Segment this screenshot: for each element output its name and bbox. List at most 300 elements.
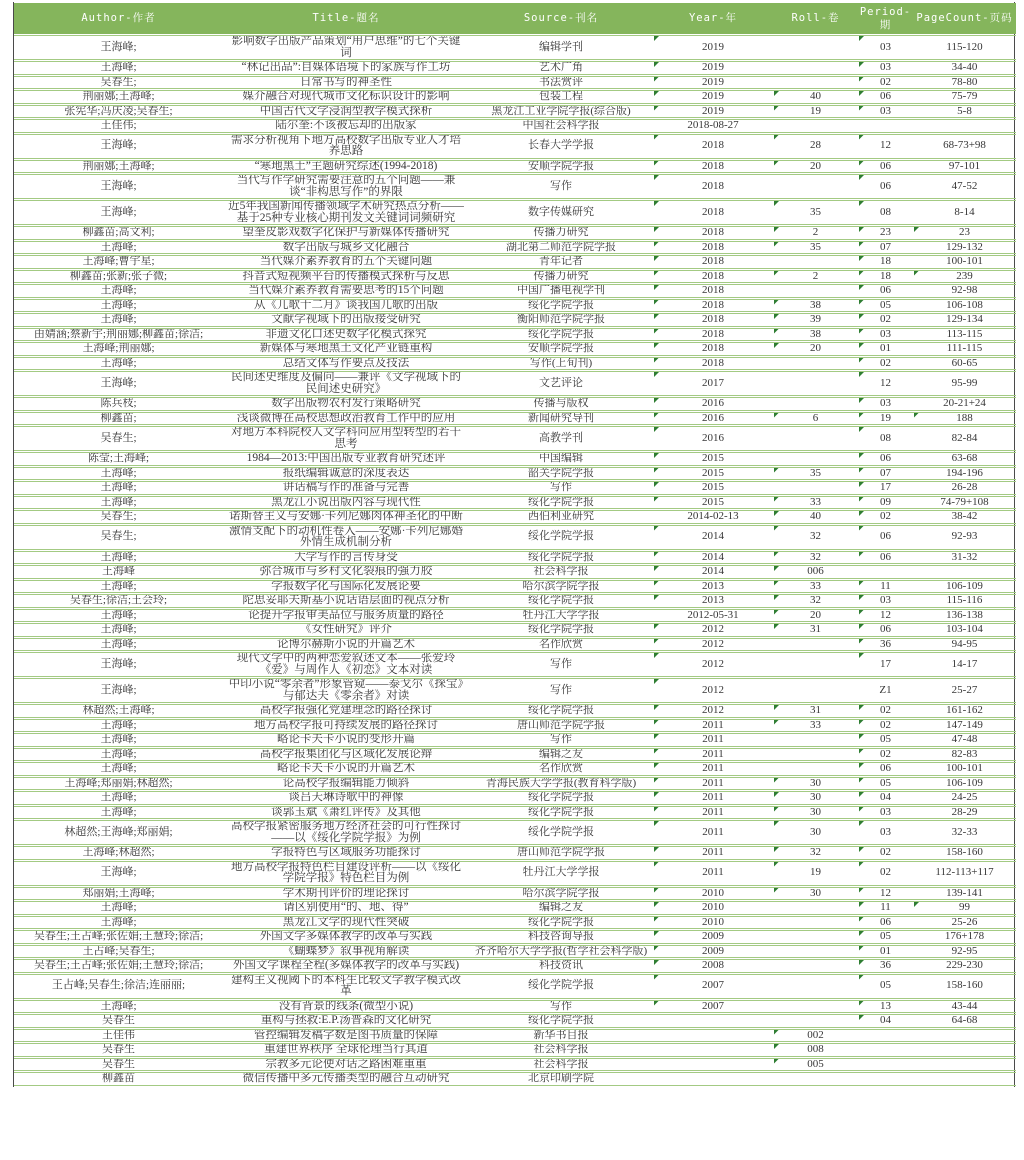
cell-pages: 60-65 <box>913 357 1016 371</box>
cell-pages: 74-79+108 <box>913 496 1016 510</box>
cell-source: 高教学刊 <box>469 426 653 451</box>
cell-author: 王海峰;曹宇星; <box>14 255 223 269</box>
cell-period: 17 <box>858 481 913 495</box>
table-row <box>14 638 1016 652</box>
cell-roll: 35 <box>773 200 858 225</box>
cell-title: 浅谈微博在高校思想政治教育工作中的应用 <box>223 412 469 426</box>
table-row <box>14 704 1016 718</box>
cell-flag-icon <box>774 497 779 502</box>
cell-title: 请区别使用“的、地、得” <box>223 901 469 915</box>
cell-flag-icon <box>654 552 659 557</box>
cell-year: 2018 <box>653 174 773 199</box>
cell-period: 04 <box>858 1014 913 1028</box>
cell-period: 06 <box>858 160 913 174</box>
cell-title: 微信传播中多元传播类型的融合互动研究 <box>223 1072 469 1086</box>
cell-flag-icon <box>859 343 864 348</box>
table-row <box>14 820 1016 845</box>
cell-flag-icon <box>654 271 659 276</box>
cell-source: 传播力研究 <box>469 226 653 240</box>
cell-year: 2015 <box>653 452 773 466</box>
cell-roll: 32 <box>773 525 858 550</box>
cell-roll <box>773 678 858 703</box>
cell-source: 写作 <box>469 652 653 677</box>
cell-roll: 38 <box>773 328 858 342</box>
table-row <box>14 901 1016 915</box>
table-row <box>14 426 1016 451</box>
cell-period: 12 <box>858 371 913 396</box>
cell-author: 王海峰; <box>14 496 223 510</box>
cell-flag-icon <box>654 679 659 684</box>
cell-roll <box>773 397 858 411</box>
cell-roll: 19 <box>773 105 858 119</box>
col-header-title: Title-题名 <box>223 3 469 34</box>
cell-flag-icon <box>774 807 779 812</box>
cell-source: 安顺学院学报 <box>469 160 653 174</box>
cell-flag-icon <box>654 705 659 710</box>
cell-period: 08 <box>858 200 913 225</box>
cell-flag-icon <box>859 468 864 473</box>
cell-title: 日常书写的神圣性 <box>223 76 469 90</box>
cell-title: 略论卡夫卡小说的开篇艺术 <box>223 762 469 776</box>
cell-year: 2014 <box>653 565 773 579</box>
cell-year <box>653 1058 773 1072</box>
cell-roll: 008 <box>773 1043 858 1057</box>
cell-flag-icon <box>774 271 779 276</box>
table-row <box>14 846 1016 860</box>
cell-roll <box>773 35 858 60</box>
cell-year: 2011 <box>653 791 773 805</box>
cell-flag-icon <box>654 372 659 377</box>
cell-flag-icon <box>859 482 864 487</box>
cell-author: 陈兵枝; <box>14 397 223 411</box>
cell-period: 06 <box>858 551 913 565</box>
cell-flag-icon <box>654 975 659 980</box>
cell-title: 学报数字化与国际化发展论要 <box>223 580 469 594</box>
cell-flag-icon <box>654 888 659 893</box>
table-row <box>14 1029 1016 1043</box>
cell-pages: 25-27 <box>913 678 1016 703</box>
cell-year: 2018 <box>653 226 773 240</box>
cell-pages: 92-93 <box>913 525 1016 550</box>
cell-roll: 30 <box>773 887 858 901</box>
cell-flag-icon <box>774 552 779 557</box>
cell-pages: 95-99 <box>913 371 1016 396</box>
cell-year: 2011 <box>653 733 773 747</box>
cell-flag-icon <box>774 778 779 783</box>
cell-flag-icon <box>774 1059 779 1064</box>
cell-year: 2018 <box>653 255 773 269</box>
cell-pages: 82-83 <box>913 748 1016 762</box>
cell-roll <box>773 930 858 944</box>
cell-period: 02 <box>858 704 913 718</box>
cell-pages: 78-80 <box>913 76 1016 90</box>
cell-flag-icon <box>859 106 864 111</box>
cell-title: 高校学报强化党建理念的路径探讨 <box>223 704 469 718</box>
cell-pages: 82-84 <box>913 426 1016 451</box>
cell-author: 王海峰; <box>14 357 223 371</box>
cell-flag-icon <box>859 595 864 600</box>
cell-title: 《蝴蝶梦》叙事视角解读 <box>223 945 469 959</box>
table-row <box>14 313 1016 327</box>
cell-title: 略论卡夫卡小说的变形开篇 <box>223 733 469 747</box>
cell-roll <box>773 61 858 75</box>
cell-source: 唐山师范学院学报 <box>469 846 653 860</box>
cell-author: 张宪华;冯庆凌;吴春生; <box>14 105 223 119</box>
table-row <box>14 1058 1016 1072</box>
cell-flag-icon <box>859 975 864 980</box>
cell-author: 林超然;王海峰;郑丽娟; <box>14 820 223 845</box>
cell-flag-icon <box>859 734 864 739</box>
cell-roll: 31 <box>773 704 858 718</box>
cell-title: 没有背景的线条(微型小说) <box>223 1000 469 1014</box>
cell-roll: 40 <box>773 510 858 524</box>
cell-roll: 30 <box>773 777 858 791</box>
cell-flag-icon <box>654 62 659 67</box>
table-row <box>14 328 1016 342</box>
cell-author: 王占峰;吴春生;徐洁;连丽丽; <box>14 974 223 999</box>
cell-source: 名作欣赏 <box>469 762 653 776</box>
cell-period: 06 <box>858 525 913 550</box>
cell-period: 06 <box>858 452 913 466</box>
table-row <box>14 930 1016 944</box>
cell-flag-icon <box>859 1001 864 1006</box>
table-row <box>14 609 1016 623</box>
cell-flag-icon <box>774 135 779 140</box>
table-row <box>14 748 1016 762</box>
cell-roll: 2 <box>773 270 858 284</box>
cell-flag-icon <box>859 161 864 166</box>
cell-year: 2007 <box>653 974 773 999</box>
cell-year: 2018 <box>653 328 773 342</box>
cell-flag-icon <box>859 821 864 826</box>
cell-pages: 100-101 <box>913 762 1016 776</box>
col-header-pagecount: PageCount-页码 <box>913 3 1016 34</box>
cell-source: 绥化学院学报 <box>469 806 653 820</box>
cell-title: 黑龙江文学的现代性突破 <box>223 916 469 930</box>
cell-title: 论高校学报编辑能力倾斜 <box>223 777 469 791</box>
cell-flag-icon <box>654 161 659 166</box>
cell-source: 绥化学院学报 <box>469 594 653 608</box>
cell-source: 写作 <box>469 1000 653 1014</box>
cell-flag-icon <box>859 256 864 261</box>
cell-author: 王海峰; <box>14 61 223 75</box>
cell-flag-icon <box>859 497 864 502</box>
cell-period: 06 <box>858 762 913 776</box>
cell-flag-icon <box>654 749 659 754</box>
cell-flag-icon <box>654 792 659 797</box>
cell-pages: 28-29 <box>913 806 1016 820</box>
cell-flag-icon <box>859 705 864 710</box>
cell-flag-icon <box>654 77 659 82</box>
cell-period: 08 <box>858 426 913 451</box>
cell-year: 2012-05-31 <box>653 609 773 623</box>
cell-flag-icon <box>654 227 659 232</box>
table-row <box>14 887 1016 901</box>
cell-period <box>858 565 913 579</box>
cell-period: 11 <box>858 580 913 594</box>
cell-source: 黑龙江工业学院学报(综合版) <box>469 105 653 119</box>
cell-title: 中印小说“零余者”形象管窥——泰戈尔《探宝》与郁达夫《零余者》对读 <box>223 678 469 703</box>
cell-flag-icon <box>859 427 864 432</box>
table-row <box>14 160 1016 174</box>
cell-period: 12 <box>858 887 913 901</box>
cell-year: 2018 <box>653 299 773 313</box>
cell-period: 03 <box>858 594 913 608</box>
cell-flag-icon <box>859 862 864 867</box>
cell-title: 高校学报紧密服务地方经济社会的可行性探讨——以《绥化学院学报》为例 <box>223 820 469 845</box>
cell-year: 2011 <box>653 820 773 845</box>
cell-title: 建构主义视阈下的本科生比较文学教学模式改革 <box>223 974 469 999</box>
cell-period: 36 <box>858 638 913 652</box>
cell-period: 07 <box>858 241 913 255</box>
cell-year: 2018 <box>653 284 773 298</box>
cell-period: 03 <box>858 328 913 342</box>
cell-flag-icon <box>859 581 864 586</box>
cell-flag-icon <box>859 271 864 276</box>
table-row <box>14 371 1016 396</box>
cell-author: 王海峰; <box>14 284 223 298</box>
cell-flag-icon <box>654 497 659 502</box>
cell-year: 2016 <box>653 397 773 411</box>
cell-author: 王海峰; <box>14 134 223 159</box>
cell-source: 编辑学刊 <box>469 35 653 60</box>
cell-title: 地方高校学报可持续发展的路径探讨 <box>223 719 469 733</box>
cell-source: 长春大学学报 <box>469 134 653 159</box>
cell-year: 2011 <box>653 748 773 762</box>
cell-flag-icon <box>654 300 659 305</box>
cell-title: 谈吕天琳诗歌中的神像 <box>223 791 469 805</box>
cell-roll <box>773 76 858 90</box>
cell-roll: 35 <box>773 241 858 255</box>
cell-source: 社会科学报 <box>469 565 653 579</box>
cell-author: 吴春生;王占峰;张佐娟;王慧玲;徐洁; <box>14 930 223 944</box>
cell-period: 11 <box>858 901 913 915</box>
cell-pages: 23 <box>913 226 1016 240</box>
cell-pages: 31-32 <box>913 551 1016 565</box>
cell-source: 中国编辑 <box>469 452 653 466</box>
cell-roll <box>773 481 858 495</box>
cell-source: 社会科学报 <box>469 1043 653 1057</box>
cell-author: 王佳伟; <box>14 119 223 133</box>
cell-flag-icon <box>774 343 779 348</box>
cell-flag-icon <box>859 413 864 418</box>
cell-pages: 25-26 <box>913 916 1016 930</box>
cell-author: 郑丽娟;王海峰; <box>14 887 223 901</box>
cell-period: 18 <box>858 255 913 269</box>
table-row <box>14 594 1016 608</box>
cell-source: 绥化学院学报 <box>469 704 653 718</box>
cell-roll <box>773 452 858 466</box>
cell-author: 陈莹;王海峰; <box>14 452 223 466</box>
cell-flag-icon <box>859 917 864 922</box>
cell-flag-icon <box>654 862 659 867</box>
cell-pages: 176+178 <box>913 930 1016 944</box>
cell-flag-icon <box>774 720 779 725</box>
cell-pages: 32-33 <box>913 820 1016 845</box>
cell-roll: 33 <box>773 719 858 733</box>
cell-pages: 94-95 <box>913 638 1016 652</box>
table-row <box>14 861 1016 886</box>
cell-year: 2018 <box>653 313 773 327</box>
cell-pages: 5-8 <box>913 105 1016 119</box>
cell-year: 2008 <box>653 959 773 973</box>
cell-title: 学术期刊评价的理论探讨 <box>223 887 469 901</box>
cell-flag-icon <box>774 227 779 232</box>
cell-period: 02 <box>858 748 913 762</box>
cell-title: 高校学报集团化与区域化发展论辩 <box>223 748 469 762</box>
cell-roll <box>773 974 858 999</box>
cell-roll <box>773 371 858 396</box>
table-row <box>14 974 1016 999</box>
cell-flag-icon <box>859 931 864 936</box>
cell-roll: 30 <box>773 806 858 820</box>
table-row <box>14 452 1016 466</box>
cell-roll: 20 <box>773 342 858 356</box>
cell-roll: 002 <box>773 1029 858 1043</box>
cell-flag-icon <box>774 511 779 516</box>
cell-flag-icon <box>654 960 659 965</box>
cell-year: 2011 <box>653 806 773 820</box>
cell-title: 文献学视域下的出版接受研究 <box>223 313 469 327</box>
cell-author: 王海峰; <box>14 609 223 623</box>
cell-author: 王占峰;吴春生; <box>14 945 223 959</box>
cell-title: 抖音式短视频平台的传播模式探析与反思 <box>223 270 469 284</box>
cell-flag-icon <box>654 358 659 363</box>
cell-year: 2014 <box>653 525 773 550</box>
cell-source: 数字传媒研究 <box>469 200 653 225</box>
cell-flag-icon <box>859 62 864 67</box>
cell-year: 2010 <box>653 887 773 901</box>
cell-flag-icon <box>774 1030 779 1035</box>
cell-period: 03 <box>858 806 913 820</box>
cell-flag-icon <box>654 624 659 629</box>
cell-flag-icon <box>859 610 864 615</box>
cell-year: 2018 <box>653 160 773 174</box>
cell-title: 陀思妥耶夫斯基小说话语层面的视点分析 <box>223 594 469 608</box>
cell-title: 讲话稿写作的准备与完善 <box>223 481 469 495</box>
col-header-year: Year-年 <box>653 3 773 34</box>
cell-pages: 92-95 <box>913 945 1016 959</box>
cell-flag-icon <box>654 566 659 571</box>
cell-flag-icon <box>654 106 659 111</box>
cell-year: 2011 <box>653 719 773 733</box>
cell-pages <box>913 1058 1016 1072</box>
cell-author: 吴春生;徐洁;王会玲; <box>14 594 223 608</box>
cell-flag-icon <box>654 468 659 473</box>
cell-flag-icon <box>654 398 659 403</box>
table-row <box>14 791 1016 805</box>
cell-source: 绥化学院学报 <box>469 551 653 565</box>
cell-period: 06 <box>858 284 913 298</box>
cell-author: 王海峰; <box>14 467 223 481</box>
cell-pages: 100-101 <box>913 255 1016 269</box>
cell-roll: 20 <box>773 609 858 623</box>
cell-flag-icon <box>654 36 659 41</box>
cell-flag-icon <box>859 242 864 247</box>
cell-pages: 92-98 <box>913 284 1016 298</box>
cell-flag-icon <box>654 1001 659 1006</box>
col-header-period: Period-期 <box>858 3 913 34</box>
table-row <box>14 525 1016 550</box>
col-header-source: Source-刊名 <box>469 3 653 34</box>
cell-roll <box>773 255 858 269</box>
cell-title: 诺斯替主义与安娜·卡列尼娜肉体神圣化的中断 <box>223 510 469 524</box>
cell-author: 吴春生; <box>14 76 223 90</box>
cell-flag-icon <box>654 314 659 319</box>
cell-title: 宗教多元论使对话之路困难重重 <box>223 1058 469 1072</box>
cell-flag-icon <box>774 300 779 305</box>
cell-period: 01 <box>858 945 913 959</box>
cell-title: 当代媒介素养教育需要思考的15个问题 <box>223 284 469 298</box>
cell-year: 2017 <box>653 371 773 396</box>
cell-year <box>653 1043 773 1057</box>
cell-author: 王海峰;荆丽娜; <box>14 342 223 356</box>
cell-author: 王海峰;林超然; <box>14 846 223 860</box>
cell-period: 12 <box>858 134 913 159</box>
table-row <box>14 105 1016 119</box>
cell-period: 03 <box>858 105 913 119</box>
cell-source: 安顺学院学报 <box>469 342 653 356</box>
cell-flag-icon <box>654 807 659 812</box>
cell-roll <box>773 1000 858 1014</box>
cell-pages: 106-109 <box>913 777 1016 791</box>
cell-title: 《女性研究》评介 <box>223 623 469 637</box>
cell-title: 现代文学中的两种恋爱叙述文本——张爱玲《爱》与周作人《初恋》文本对读 <box>223 652 469 677</box>
table-row <box>14 719 1016 733</box>
cell-flag-icon <box>654 343 659 348</box>
cell-roll: 6 <box>773 412 858 426</box>
cell-flag-icon <box>654 526 659 531</box>
cell-author: 王海峰; <box>14 901 223 915</box>
cell-period: 12 <box>858 609 913 623</box>
cell-pages: 147-149 <box>913 719 1016 733</box>
cell-flag-icon <box>654 256 659 261</box>
cell-roll: 35 <box>773 467 858 481</box>
cell-author: 林超然;王海峰; <box>14 704 223 718</box>
cell-pages: 106-108 <box>913 299 1016 313</box>
cell-pages: 115-120 <box>913 35 1016 60</box>
cell-flag-icon <box>859 1015 864 1020</box>
cell-flag-icon <box>654 285 659 290</box>
cell-author: 王海峰; <box>14 652 223 677</box>
table-row <box>14 916 1016 930</box>
cell-flag-icon <box>859 175 864 180</box>
cell-flag-icon <box>654 931 659 936</box>
table-row <box>14 496 1016 510</box>
table-row <box>14 652 1016 677</box>
cell-period: 18 <box>858 270 913 284</box>
table-row <box>14 945 1016 959</box>
table-row <box>14 623 1016 637</box>
cell-flag-icon <box>654 653 659 658</box>
cell-source: 科技咨询导报 <box>469 930 653 944</box>
cell-flag-icon <box>859 653 864 658</box>
cell-period: 05 <box>858 777 913 791</box>
cell-source: 哈尔滨学院学报 <box>469 887 653 901</box>
cell-author: 王海峰; <box>14 313 223 327</box>
cell-flag-icon <box>774 888 779 893</box>
cell-flag-icon <box>859 201 864 206</box>
cell-year: 2018 <box>653 357 773 371</box>
cell-flag-icon <box>774 1044 779 1049</box>
cell-title: 对地方本科院校人文学科向应用型转型的若干思考 <box>223 426 469 451</box>
cell-period: 02 <box>858 357 913 371</box>
cell-source: 唐山师范学院学报 <box>469 719 653 733</box>
cell-source: 写作 <box>469 733 653 747</box>
cell-pages <box>913 565 1016 579</box>
cell-year <box>653 1072 773 1086</box>
table-row <box>14 1000 1016 1014</box>
